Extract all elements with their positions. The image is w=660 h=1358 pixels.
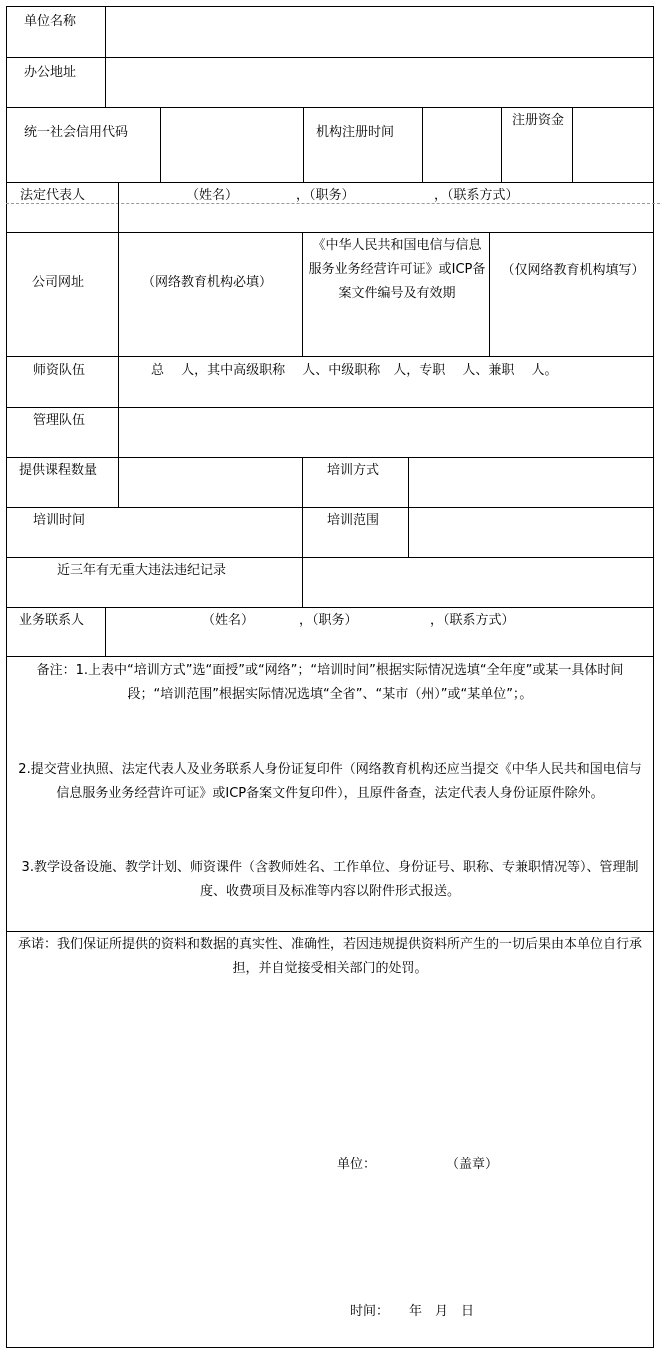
seal-label: （盖章） (446, 1157, 499, 1172)
contact-name: （姓名） (202, 613, 255, 628)
row-line (6, 356, 654, 357)
row-line (6, 182, 654, 183)
col-line (302, 457, 303, 608)
course-count-label: 提供课程数量 (19, 463, 98, 478)
col-line (160, 107, 161, 183)
col-line (489, 232, 490, 357)
time-label: 时间： (350, 1304, 390, 1319)
legal-rep-post: ，（职务） (296, 188, 355, 203)
icp-hint: （仅网络教育机构填写） (501, 263, 645, 278)
border-bottom (6, 1347, 654, 1348)
reg-capital-label: 注册资金 (511, 113, 564, 128)
row-line (6, 607, 654, 608)
col-line (408, 457, 409, 558)
legal-rep-name: （姓名） (186, 188, 239, 203)
violation-label: 近三年有无重大违法违纪记录 (57, 563, 227, 578)
date-label: 年 月 日 (409, 1304, 475, 1319)
row-line (6, 232, 654, 233)
col-line (302, 232, 303, 357)
training-time-label: 培训时间 (33, 513, 86, 528)
icp-title: 《中华人民共和国电信与信息服务业务经营许可证》或ICP备案文件编号及有效期 (308, 238, 486, 301)
note-3: 3.教学设备设施、教学计划、师资课件（含教师姓名、工作单位、身份证号、职称、专兼职情况等）、管理制度、收费项目及标准等内容以附件形式报送。 (21, 860, 639, 899)
row-line (6, 457, 654, 458)
management-label: 管理队伍 (33, 413, 86, 428)
training-mode-label: 培训方式 (327, 463, 380, 478)
col-line (105, 607, 106, 657)
contact-phone: ，（联系方式） (430, 613, 515, 628)
website-label: 公司网址 (32, 275, 85, 290)
note-2: 2.提交营业执照、法定代表人及业务联系人身份证复印件（网络教育机构还应当提交《中华人民共和国电信与信息服务业务经营许可证》或ICP备案文件复印件），且原件备查，法定代表人身份证原件除外。 (18, 762, 642, 801)
unit-label: 单位： (337, 1157, 377, 1172)
border-top (6, 6, 654, 7)
note-1: 备注：1.上表中“培训方式”选“面授”或“网络”；“培训时间”根据实际情况选填“全年度”或某一具体时间段；“培训范围”根据实际情况选填“全省”、“某市（州）”或“某单位”；。 (36, 663, 624, 702)
row-line (6, 507, 654, 508)
row-line (6, 407, 654, 408)
contact-label: 业务联系人 (19, 613, 85, 628)
reg-time-label: 机构注册时间 (316, 125, 395, 140)
row-line (6, 557, 654, 558)
col-line (422, 107, 423, 183)
legal-rep-phone: ，（联系方式） (434, 188, 519, 203)
contact-post: ，（职务） (299, 613, 358, 628)
row-line (6, 931, 654, 932)
teachers-label: 师资队伍 (33, 363, 86, 378)
border-right (653, 6, 654, 1348)
training-scope-label: 培训范围 (327, 513, 380, 528)
legal-rep-label: 法定代表人 (20, 188, 86, 203)
col-line (303, 107, 304, 183)
unit-name-label: 单位名称 (24, 14, 77, 29)
row-line (6, 656, 654, 657)
office-address-label: 办公地址 (24, 65, 77, 80)
col-line (105, 6, 106, 108)
row-line (6, 57, 654, 58)
website-hint: （网络教育机构必填） (142, 275, 273, 290)
pledge-text: 承诺：我们保证所提供的资料和数据的真实性、准确性，若因违规提供资料所产生的一切后果由本单位自行承担，并自觉接受相关部门的处罚。 (17, 937, 642, 976)
col-line (501, 107, 502, 183)
border-left (6, 6, 7, 1348)
col-line (572, 107, 573, 183)
credit-code-label: 统一社会信用代码 (24, 125, 129, 140)
teachers-line: 总 人，其中高级职称 人、中级职称 人，专职 人、兼职 人。 (151, 363, 558, 378)
row-line (6, 107, 654, 108)
col-line (118, 182, 119, 508)
